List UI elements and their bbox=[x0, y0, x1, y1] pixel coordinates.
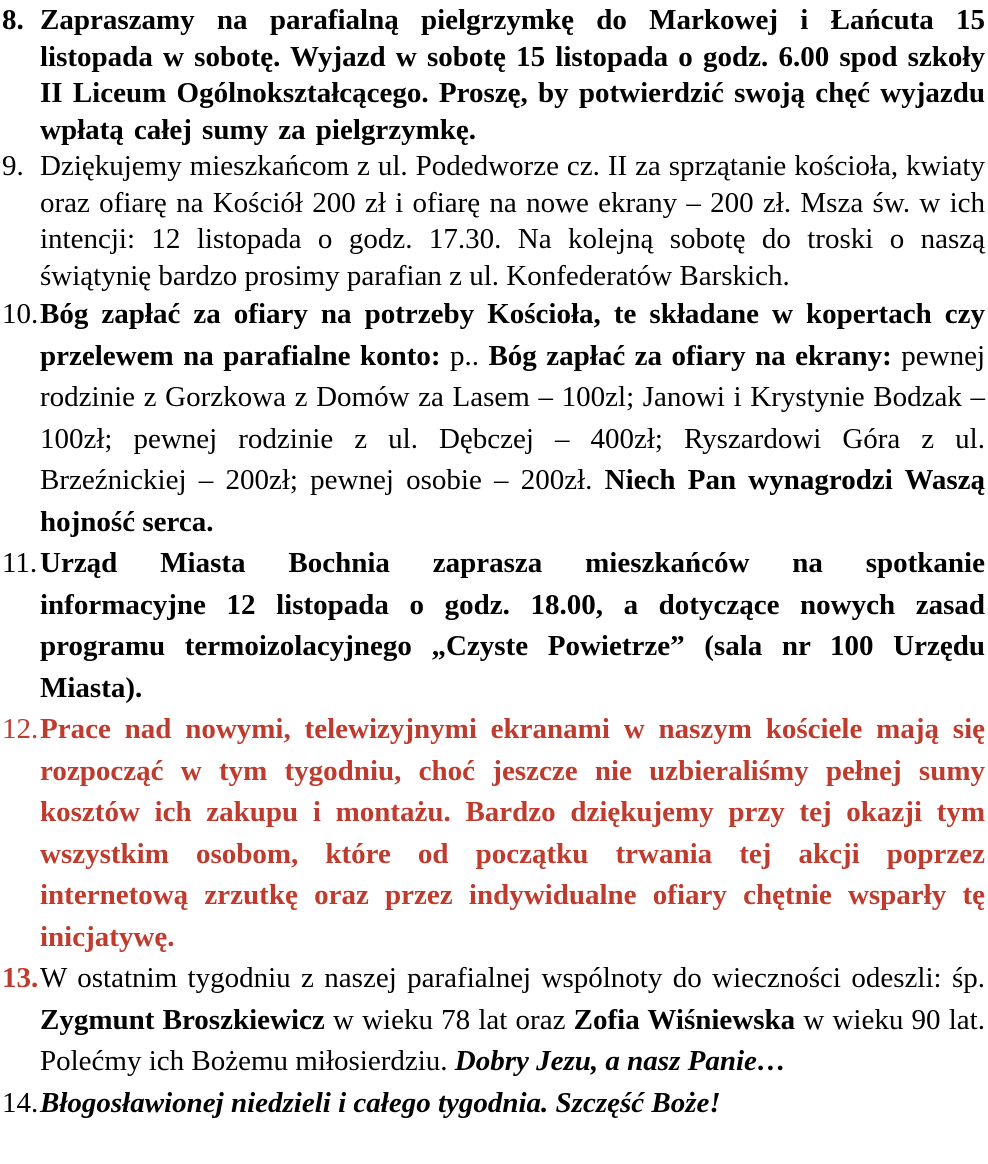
text-segment: Dziękujemy mieszkańcom z ul. Podedworze cz. II za sprzątanie kościoła, kwiaty oraz ofiarę na Kościół 200 zł i ofiarę na nowe ekrany – 200 zł. Msza św. w ich intencji: 12 listopada o godz. 17.30. Na kolejną sobotę do troski o naszą świątynię bardzo prosimy parafian z ul. Konfederatów Barskich. bbox=[40, 150, 985, 292]
text-segment: Niech Pan wynagrodzi Waszą hojność serca. bbox=[40, 464, 985, 538]
announcement-item-13 bbox=[2, 958, 985, 1083]
text-segment: Urząd Miasta Bochnia zaprasza mieszkańców na spotkanie informacyjne 12 listopada o godz. 18.00, a dotyczące nowych zasad programu termoizolacyjnego „Czyste Powietrze” (sala nr 100 Urzędu Miasta). bbox=[40, 547, 985, 704]
text-segment: Zygmunt Broszkiewicz bbox=[40, 1003, 325, 1036]
text-segment: Zapraszamy na parafialną pielgrzymkę do Markowej i Łańcuta 15 listopada w sobotę. Wyjazd w sobotę 15 listopada o godz. 6.00 spod szkoły II Liceum Ogólnokształcącego. Proszę, by potwierdzić swoją chęć wyjazdu wpłatą całej sumy za pielgrzymkę. bbox=[40, 4, 985, 146]
item-number: 11. bbox=[2, 547, 38, 579]
announcement-item-11 bbox=[2, 543, 985, 709]
text-segment: Bóg zapłać za ofiary na potrzeby Kościoła, te składane w kopertach czy przelewem na parafialne konto: bbox=[40, 298, 985, 372]
item-number: 9. bbox=[2, 150, 24, 182]
announcement-item-14 bbox=[2, 1083, 985, 1125]
text-segment: Dobry Jezu, a nasz Panie… bbox=[454, 1045, 786, 1077]
item-number: 12. bbox=[2, 713, 39, 745]
text-segment: Prace nad nowymi, telewizyjnymi ekranami w naszym kościele mają się rozpocząć w tym tygodniu, choć jeszcze nie uzbieraliśmy pełnej sumy kosztów ich zakupu i montażu. Bardzo dziękujemy przy tej okazji tym wszystkim osobom, które od początku trwania tej akcji poprzez internetową zrzutkę oraz przez indywidualne ofiary chętnie wsparły tę inicjatywę. bbox=[40, 713, 985, 953]
text-segment: p.. bbox=[440, 339, 489, 372]
text-segment: W ostatnim tygodniu z naszej parafialnej wspólnoty do wieczności odeszli: śp. bbox=[40, 962, 985, 994]
announcement-item-10 bbox=[2, 294, 985, 543]
text-segment: pewnej rodzinie z Gorzkowa z Domów za Lasem – 100zl; Janowi i Krystynie Bodzak – 100zł; pewnej rodzinie z ul. Dębczej – 400zł; Ryszardowi Góra z ul. Brzeźnickiej – 200zł; pewnej osobie – 200zł. bbox=[40, 339, 986, 496]
text-segment: Zofia Wiśniewska bbox=[573, 1003, 796, 1036]
item-number: 8. bbox=[2, 4, 24, 36]
announcement-item-12 bbox=[2, 709, 985, 958]
text-segment: w wieku 78 lat oraz bbox=[324, 1003, 574, 1036]
text-segment: Bóg zapłać za ofiary na ekrany: bbox=[488, 339, 892, 372]
announcement-item-8 bbox=[2, 2, 985, 148]
text-segment: Błogosławionej niedzieli i całego tygodnia. Szczęść Boże! bbox=[40, 1086, 721, 1119]
item-number: 10. bbox=[2, 298, 39, 330]
announcement-item-9 bbox=[2, 148, 985, 294]
text-segment: w wieku 90 lat. Polećmy ich Bożemu miłosierdziu. bbox=[40, 1003, 985, 1077]
item-number: 14. bbox=[2, 1086, 39, 1119]
item-number: 13. bbox=[2, 962, 39, 994]
